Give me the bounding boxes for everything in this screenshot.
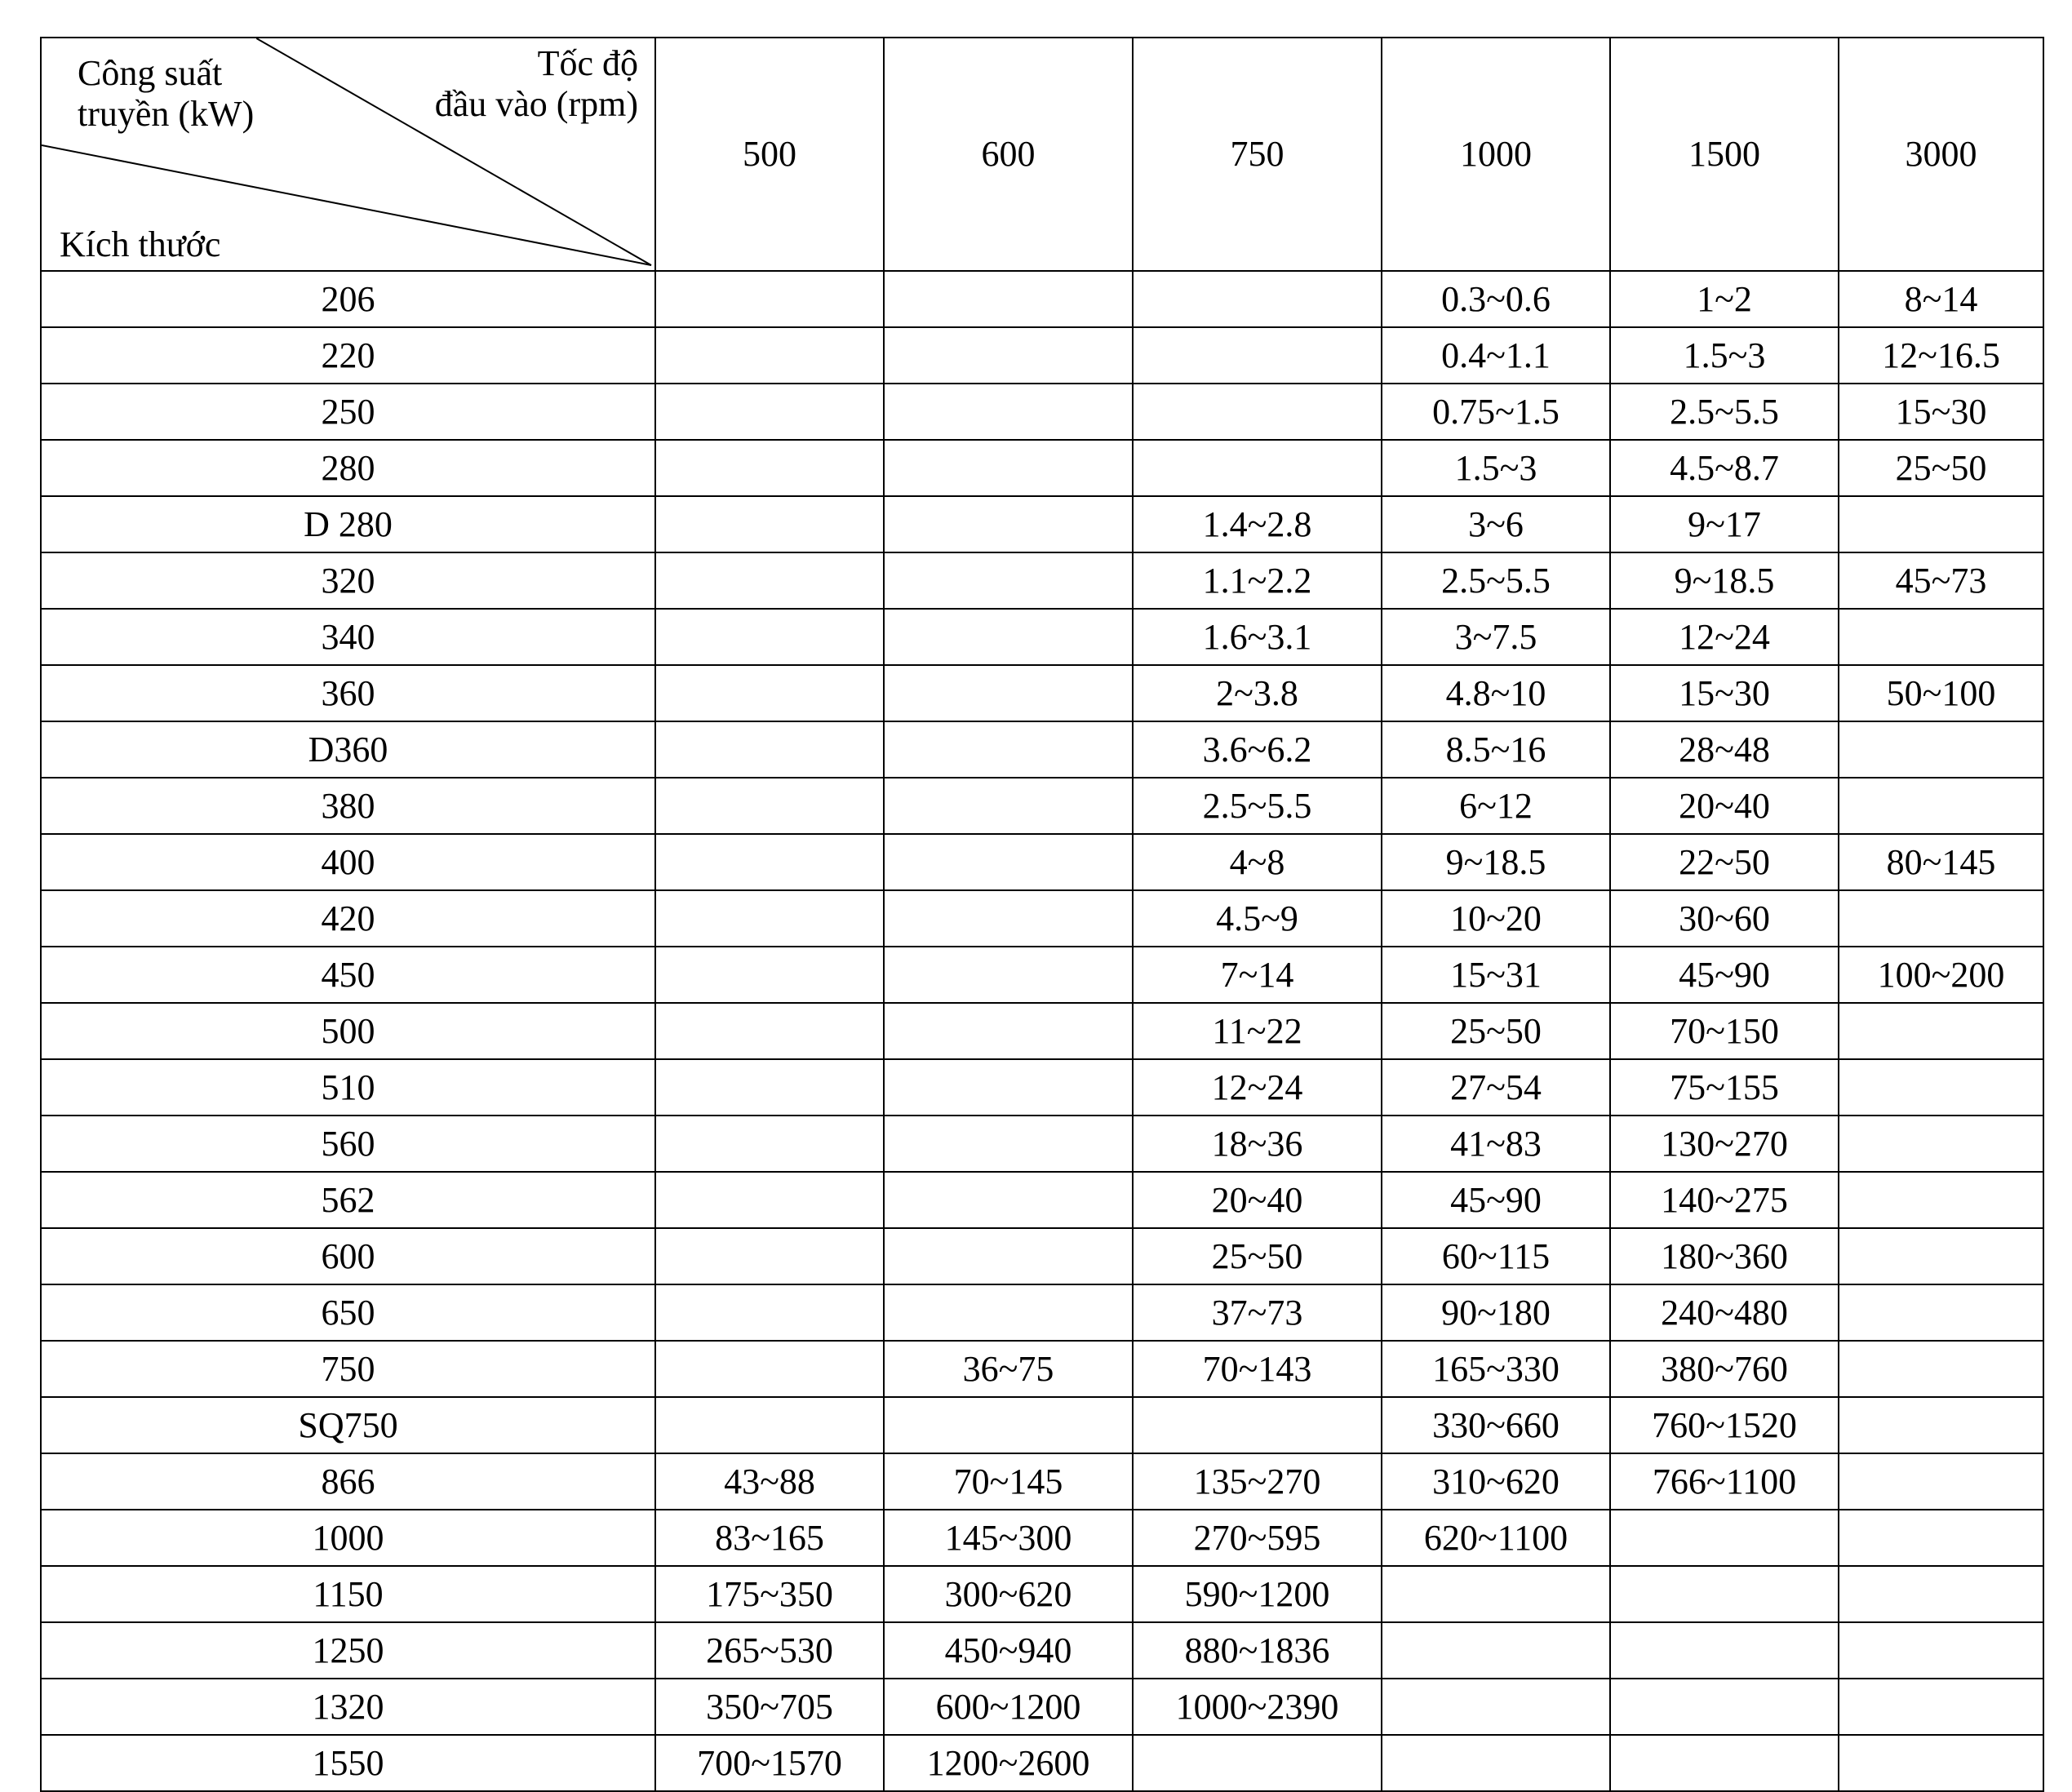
power-range-cell: [1839, 496, 2043, 552]
power-range-cell: 2.5~5.5: [1382, 552, 1610, 609]
table-row: [41, 1341, 2043, 1397]
table-row: [41, 1397, 2043, 1453]
size-cell: 320: [41, 552, 655, 609]
power-range-cell: 590~1200: [1133, 1566, 1382, 1622]
power-range-cell: 2.5~5.5: [1610, 384, 1839, 440]
power-range-cell: 700~1570: [655, 1735, 884, 1791]
size-cell: 206: [41, 271, 655, 327]
size-cell: 360: [41, 665, 655, 721]
power-range-cell: 28~48: [1610, 721, 1839, 778]
power-range-cell: [1382, 1566, 1610, 1622]
table-row: [41, 665, 2043, 721]
table-row: [41, 552, 2043, 609]
power-range-cell: 620~1100: [1382, 1510, 1610, 1566]
power-range-cell: [1839, 778, 2043, 834]
size-cell: 510: [41, 1059, 655, 1116]
power-range-cell: [1133, 327, 1382, 384]
power-range-cell: 25~50: [1839, 440, 2043, 496]
power-range-cell: [655, 1059, 884, 1116]
size-cell: 500: [41, 1003, 655, 1059]
power-range-cell: 11~22: [1133, 1003, 1382, 1059]
size-cell: 340: [41, 609, 655, 665]
size-cell: 1150: [41, 1566, 655, 1622]
table-row: [41, 1679, 2043, 1735]
size-cell: 600: [41, 1228, 655, 1284]
power-range-cell: [884, 1397, 1133, 1453]
power-range-cell: 80~145: [1839, 834, 2043, 890]
size-cell: 250: [41, 384, 655, 440]
table-row: [41, 327, 2043, 384]
power-range-cell: 60~115: [1382, 1228, 1610, 1284]
power-range-cell: [884, 947, 1133, 1003]
power-range-cell: 1.5~3: [1382, 440, 1610, 496]
power-range-cell: [884, 890, 1133, 947]
power-range-cell: [655, 271, 884, 327]
power-range-cell: 10~20: [1382, 890, 1610, 947]
power-range-cell: 22~50: [1610, 834, 1839, 890]
power-range-cell: [1839, 1228, 2043, 1284]
speed-label-line-1: Tốc độ: [537, 43, 638, 83]
size-cell: 420: [41, 890, 655, 947]
power-range-cell: 165~330: [1382, 1341, 1610, 1397]
power-range-cell: 20~40: [1610, 778, 1839, 834]
table-row: [41, 778, 2043, 834]
power-range-cell: [884, 834, 1133, 890]
table-row: [41, 721, 2043, 778]
power-range-cell: 37~73: [1133, 1284, 1382, 1341]
power-range-cell: [655, 1397, 884, 1453]
power-range-cell: 4.5~9: [1133, 890, 1382, 947]
power-range-cell: 600~1200: [884, 1679, 1133, 1735]
table-row: [41, 1622, 2043, 1679]
power-range-cell: [1839, 609, 2043, 665]
size-cell: 560: [41, 1116, 655, 1172]
power-range-cell: [1839, 890, 2043, 947]
power-range-cell: 45~73: [1839, 552, 2043, 609]
size-cell: 220: [41, 327, 655, 384]
power-range-cell: [655, 440, 884, 496]
power-range-cell: [655, 552, 884, 609]
power-range-cell: 36~75: [884, 1341, 1133, 1397]
power-range-cell: [1839, 1397, 2043, 1453]
power-range-cell: 330~660: [1382, 1397, 1610, 1453]
power-range-cell: [1839, 1510, 2043, 1566]
speed-header-3000: 3000: [1839, 38, 2043, 271]
speed-header-600: 600: [884, 38, 1133, 271]
table-row: [41, 890, 2043, 947]
power-range-cell: 1200~2600: [884, 1735, 1133, 1791]
power-range-cell: [655, 496, 884, 552]
table-row: [41, 1228, 2043, 1284]
power-range-cell: [655, 1003, 884, 1059]
power-range-cell: [884, 271, 1133, 327]
power-range-cell: 12~16.5: [1839, 327, 2043, 384]
power-range-cell: 240~480: [1610, 1284, 1839, 1341]
size-cell: 1250: [41, 1622, 655, 1679]
power-range-cell: [884, 384, 1133, 440]
table-row: [41, 834, 2043, 890]
power-range-cell: [655, 609, 884, 665]
power-range-cell: 1.5~3: [1610, 327, 1839, 384]
size-cell: 400: [41, 834, 655, 890]
power-range-cell: [1839, 1566, 2043, 1622]
power-range-cell: [1839, 1622, 2043, 1679]
table-row: [41, 1453, 2043, 1510]
power-range-cell: 140~275: [1610, 1172, 1839, 1228]
table-row: [41, 271, 2043, 327]
size-cell: 1550: [41, 1735, 655, 1791]
power-range-cell: [655, 1172, 884, 1228]
power-range-cell: 4~8: [1133, 834, 1382, 890]
power-range-cell: [1839, 1172, 2043, 1228]
power-range-cell: 25~50: [1133, 1228, 1382, 1284]
power-range-cell: [884, 665, 1133, 721]
power-range-cell: 1~2: [1610, 271, 1839, 327]
power-range-cell: [884, 609, 1133, 665]
header-row: [41, 38, 2043, 271]
power-range-cell: 41~83: [1382, 1116, 1610, 1172]
power-range-cell: 180~360: [1610, 1228, 1839, 1284]
power-range-cell: 20~40: [1133, 1172, 1382, 1228]
power-range-cell: [884, 1172, 1133, 1228]
power-range-cell: 380~760: [1610, 1341, 1839, 1397]
power-range-cell: 15~30: [1839, 384, 2043, 440]
power-range-cell: [655, 1341, 884, 1397]
power-range-cell: 4.8~10: [1382, 665, 1610, 721]
table-row: [41, 1510, 2043, 1566]
power-range-cell: 145~300: [884, 1510, 1133, 1566]
power-range-cell: [1133, 1397, 1382, 1453]
power-range-cell: 2~3.8: [1133, 665, 1382, 721]
power-range-cell: 766~1100: [1610, 1453, 1839, 1510]
size-cell: 1000: [41, 1510, 655, 1566]
power-range-cell: 270~595: [1133, 1510, 1382, 1566]
power-rating-table: [40, 37, 2044, 1792]
power-range-cell: 45~90: [1382, 1172, 1610, 1228]
power-range-cell: 880~1836: [1133, 1622, 1382, 1679]
power-range-cell: [884, 778, 1133, 834]
power-range-cell: 4.5~8.7: [1610, 440, 1839, 496]
power-range-cell: 25~50: [1382, 1003, 1610, 1059]
power-range-cell: [1133, 1735, 1382, 1791]
power-range-cell: [655, 384, 884, 440]
power-range-cell: [884, 1116, 1133, 1172]
size-cell: D 280: [41, 496, 655, 552]
power-range-cell: [884, 1059, 1133, 1116]
power-range-cell: 90~180: [1382, 1284, 1610, 1341]
power-range-cell: 3~7.5: [1382, 609, 1610, 665]
power-range-cell: [655, 721, 884, 778]
power-range-cell: [655, 665, 884, 721]
power-range-cell: [655, 327, 884, 384]
power-range-cell: 350~705: [655, 1679, 884, 1735]
power-range-cell: 0.4~1.1: [1382, 327, 1610, 384]
power-range-cell: 135~270: [1133, 1453, 1382, 1510]
power-range-cell: [655, 778, 884, 834]
table-row: [41, 1116, 2043, 1172]
power-range-cell: [1610, 1622, 1839, 1679]
power-range-cell: 43~88: [655, 1453, 884, 1510]
speed-label: [435, 43, 638, 125]
power-range-cell: 760~1520: [1610, 1397, 1839, 1453]
speed-label-line-2: đầu vào (rpm): [434, 84, 638, 124]
power-range-cell: [1133, 384, 1382, 440]
table-row: [41, 1566, 2043, 1622]
power-range-cell: 2.5~5.5: [1133, 778, 1382, 834]
power-range-cell: 30~60: [1610, 890, 1839, 947]
power-range-cell: 9~17: [1610, 496, 1839, 552]
size-label: Kích thước: [60, 224, 221, 264]
power-range-cell: [1133, 440, 1382, 496]
size-cell: 280: [41, 440, 655, 496]
power-range-cell: 9~18.5: [1382, 834, 1610, 890]
power-range-cell: 8~14: [1839, 271, 2043, 327]
power-range-cell: 12~24: [1133, 1059, 1382, 1116]
size-cell: 650: [41, 1284, 655, 1341]
size-cell: 380: [41, 778, 655, 834]
power-range-cell: [1610, 1679, 1839, 1735]
power-range-cell: [884, 1003, 1133, 1059]
power-range-cell: 45~90: [1610, 947, 1839, 1003]
power-range-cell: 0.3~0.6: [1382, 271, 1610, 327]
power-range-cell: [884, 552, 1133, 609]
table-row: [41, 1059, 2043, 1116]
table-row: [41, 609, 2043, 665]
speed-header-750: 750: [1133, 38, 1382, 271]
power-range-cell: [655, 947, 884, 1003]
size-cell: 866: [41, 1453, 655, 1510]
power-range-cell: 15~30: [1610, 665, 1839, 721]
power-label-line-1: Công suất: [78, 53, 223, 93]
power-range-cell: 70~143: [1133, 1341, 1382, 1397]
power-range-cell: [655, 890, 884, 947]
size-cell: 450: [41, 947, 655, 1003]
power-range-cell: [655, 834, 884, 890]
power-range-cell: 15~31: [1382, 947, 1610, 1003]
power-label-line-2: truyền (kW): [78, 94, 255, 134]
power-range-cell: 70~145: [884, 1453, 1133, 1510]
power-range-cell: [655, 1116, 884, 1172]
table-row: [41, 440, 2043, 496]
table-row: [41, 1284, 2043, 1341]
power-range-cell: [1610, 1566, 1839, 1622]
speed-header-1000: 1000: [1382, 38, 1610, 271]
power-range-cell: 6~12: [1382, 778, 1610, 834]
power-label: [78, 53, 254, 135]
table-row: [41, 1003, 2043, 1059]
size-cell: 562: [41, 1172, 655, 1228]
size-cell: D360: [41, 721, 655, 778]
power-range-cell: 9~18.5: [1610, 552, 1839, 609]
power-range-cell: 310~620: [1382, 1453, 1610, 1510]
power-range-cell: 12~24: [1610, 609, 1839, 665]
power-range-cell: 50~100: [1839, 665, 2043, 721]
power-range-cell: 0.75~1.5: [1382, 384, 1610, 440]
power-range-cell: [884, 721, 1133, 778]
power-range-cell: [1839, 1453, 2043, 1510]
table-row: [41, 384, 2043, 440]
power-range-cell: [1382, 1679, 1610, 1735]
power-range-cell: 75~155: [1610, 1059, 1839, 1116]
table-body: [41, 271, 2043, 1791]
power-range-cell: 7~14: [1133, 947, 1382, 1003]
power-range-cell: 83~165: [655, 1510, 884, 1566]
power-range-cell: 265~530: [655, 1622, 884, 1679]
power-range-cell: [1839, 721, 2043, 778]
power-range-cell: [1839, 1284, 2043, 1341]
power-range-cell: 300~620: [884, 1566, 1133, 1622]
power-range-cell: 1.4~2.8: [1133, 496, 1382, 552]
power-range-cell: 8.5~16: [1382, 721, 1610, 778]
power-range-cell: [1382, 1735, 1610, 1791]
power-range-cell: [884, 496, 1133, 552]
power-range-cell: [1382, 1622, 1610, 1679]
table-row: [41, 947, 2043, 1003]
power-range-cell: [655, 1228, 884, 1284]
power-range-cell: 3.6~6.2: [1133, 721, 1382, 778]
speed-header-1500: 1500: [1610, 38, 1839, 271]
power-range-cell: 18~36: [1133, 1116, 1382, 1172]
power-range-cell: [1839, 1341, 2043, 1397]
table-row: [41, 496, 2043, 552]
power-range-cell: 1000~2390: [1133, 1679, 1382, 1735]
size-cell: 1320: [41, 1679, 655, 1735]
power-range-cell: [884, 327, 1133, 384]
speed-header-500: 500: [655, 38, 884, 271]
power-range-cell: [655, 1284, 884, 1341]
power-range-cell: [884, 1228, 1133, 1284]
power-range-cell: [1839, 1059, 2043, 1116]
power-range-cell: [1839, 1116, 2043, 1172]
power-range-cell: 3~6: [1382, 496, 1610, 552]
power-range-cell: [1839, 1735, 2043, 1791]
power-range-cell: [884, 1284, 1133, 1341]
power-range-cell: 1.1~2.2: [1133, 552, 1382, 609]
power-range-cell: [1839, 1003, 2043, 1059]
power-range-cell: 70~150: [1610, 1003, 1839, 1059]
power-range-cell: 1.6~3.1: [1133, 609, 1382, 665]
power-range-cell: [884, 440, 1133, 496]
power-range-cell: [1610, 1510, 1839, 1566]
power-range-cell: [1133, 271, 1382, 327]
table-row: [41, 1735, 2043, 1791]
power-range-cell: 100~200: [1839, 947, 2043, 1003]
power-range-cell: 130~270: [1610, 1116, 1839, 1172]
power-range-cell: 27~54: [1382, 1059, 1610, 1116]
table-row: [41, 1172, 2043, 1228]
power-range-cell: 175~350: [655, 1566, 884, 1622]
size-cell: 750: [41, 1341, 655, 1397]
diagonal-corner-header: [41, 38, 655, 271]
power-range-cell: [1610, 1735, 1839, 1791]
power-range-cell: [1839, 1679, 2043, 1735]
size-cell: SQ750: [41, 1397, 655, 1453]
power-range-cell: 450~940: [884, 1622, 1133, 1679]
